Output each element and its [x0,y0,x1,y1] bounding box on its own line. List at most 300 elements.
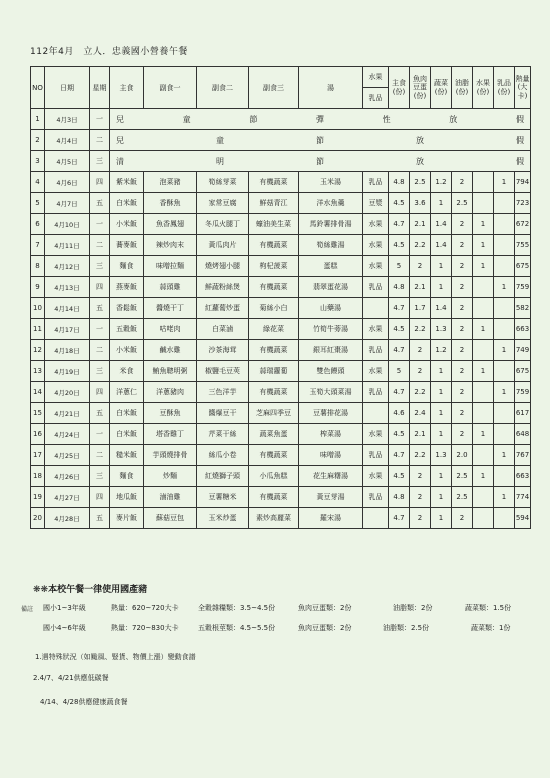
row-side2: 白菜滷 [197,319,249,340]
row-side1: 蒜頭雞 [144,277,197,298]
row-fruit-or-dairy [363,403,389,424]
row-calories: 759 [515,277,531,298]
row-protein-servings: 2.1 [410,214,431,235]
row-dairy-servings: 1 [494,340,515,361]
holiday-char: 假 [516,135,524,145]
row-weekday: 五 [90,508,110,529]
row-fat-servings: 2 [452,277,473,298]
table-row [31,424,531,445]
row-dairy-servings [494,298,515,319]
row-fruit-or-dairy: 乳品 [363,445,389,466]
row-dairy-servings [494,361,515,382]
row-staple: 香鬆飯 [110,298,144,319]
row-date: 4月12日 [45,256,90,277]
row-fat-servings: 2 [452,382,473,403]
row-dairy-servings: 1 [494,487,515,508]
row-no: 4 [31,172,45,193]
holiday-char: 兒 [116,135,124,145]
row-date: 4月28日 [45,508,90,529]
row-no: 10 [31,298,45,319]
row-side3: 有機蔬菜 [249,172,299,193]
header-no: NO [31,67,45,109]
row-veg-servings: 1 [431,487,452,508]
holiday-char: 明 [216,156,224,166]
row-dairy-servings: 1 [494,172,515,193]
header-fruit-label: 水果 [363,67,388,88]
row-no: 20 [31,508,45,529]
note-bullet-2: 2.4/7、4/21供應低碳餐 [33,674,109,682]
row-calories: 767 [515,445,531,466]
row-calories: 749 [515,340,531,361]
table-row [31,277,531,298]
row-date: 4月20日 [45,382,90,403]
row-soup: 味噌湯 [299,445,363,466]
row-fruit-servings [473,403,494,424]
row-soup: 榨菜湯 [299,424,363,445]
row-date: 4月26日 [45,466,90,487]
row-weekday: 二 [90,130,110,151]
row-fruit-servings [473,445,494,466]
row-dairy-servings [494,466,515,487]
row-soup: 雙色饅頭 [299,361,363,382]
row-dairy-servings: 1 [494,277,515,298]
row-no: 16 [31,424,45,445]
row-calories: 648 [515,424,531,445]
holiday-char: 放 [416,156,424,166]
row-staple-servings: 4.5 [389,466,410,487]
row-calories: 663 [515,466,531,487]
row-fruit-servings [473,298,494,319]
holiday-char: 性 [382,114,391,124]
row-dairy-servings [494,319,515,340]
row-side2: 燒烤翅小腿 [197,256,249,277]
row-fruit-servings: 1 [473,256,494,277]
row-side1: 滷油雞 [144,487,197,508]
row-fruit-or-dairy: 水果 [363,466,389,487]
row-weekday: 一 [90,214,110,235]
table-row [31,172,531,193]
header-dairy-label: 乳品 [368,94,383,102]
row-calories: 723 [515,193,531,214]
row-veg-servings: 1 [431,424,452,445]
row-staple-servings: 4.7 [389,214,410,235]
row-soup: 洋水魚羹 [299,193,363,214]
row-weekday: 一 [90,109,110,130]
row-side3: 有機蔬菜 [249,277,299,298]
row-weekday: 三 [90,361,110,382]
grade-label: 國小1~3年級 [43,604,86,612]
row-no: 1 [31,109,45,130]
holiday-char: 假 [515,114,524,124]
holiday-char: 放 [449,114,458,124]
row-staple: 米食 [110,361,144,382]
row-calories: 663 [515,319,531,340]
table-row [31,361,531,382]
row-side3: 枸杞菠菜 [249,256,299,277]
row-side2: 豆薯糖米 [197,487,249,508]
row-fat-servings: 2 [452,403,473,424]
table-row [31,445,531,466]
pork-origin-notice: ❋❋本校午餐一律使用國產豬 [33,585,148,595]
row-fat-servings: 2 [452,361,473,382]
row-date: 4月10日 [45,214,90,235]
row-staple: 麵食 [110,466,144,487]
row-weekday: 四 [90,172,110,193]
row-side1: 醬燒干丁 [144,298,197,319]
row-side3: 素炒高麗菜 [249,508,299,529]
row-protein-servings: 1.7 [410,298,431,319]
table-row [31,193,531,214]
row-calories: 617 [515,403,531,424]
row-side2: 絲瓜小卷 [197,445,249,466]
table-row [31,151,531,172]
row-fruit-servings: 1 [473,424,494,445]
header-veg-servings: 蔬菜 (份) [431,67,452,109]
row-fruit-or-dairy: 乳品 [363,340,389,361]
row-side2: 三色洋芋 [197,382,249,403]
row-side2: 冬瓜火腿丁 [197,214,249,235]
row-side3: 蒜瑞蘿蔔 [249,361,299,382]
row-staple: 白米飯 [110,403,144,424]
row-side2: 紅蘿蔔炒蛋 [197,298,249,319]
row-staple: 糙米飯 [110,445,144,466]
row-side3: 有機蔬菜 [249,487,299,508]
row-fruit-servings [473,193,494,214]
row-calories: 582 [515,298,531,319]
holiday-note [110,109,531,130]
row-veg-servings: 1.4 [431,214,452,235]
row-fruit-servings [473,508,494,529]
row-calories: 794 [515,172,531,193]
row-soup: 玉米湯 [299,172,363,193]
row-soup: 馬鈴薯排骨湯 [299,214,363,235]
holiday-note [110,130,531,151]
row-fruit-servings: 1 [473,319,494,340]
row-veg-servings: 1 [431,382,452,403]
row-side1: 味噌拉麵 [144,256,197,277]
row-no: 13 [31,361,45,382]
row-side1: 香酥魚 [144,193,197,214]
page-title: 112年4月 立人．忠義國小營養午餐 [30,47,188,57]
holiday-char: 童 [216,135,224,145]
row-fruit-or-dairy: 水果 [363,424,389,445]
row-side3: 芝麻四季豆 [249,403,299,424]
row-staple-servings: 4.5 [389,193,410,214]
note-bullet-1: 1.遇特殊狀況（如颱風、豎貨、物價上漲）變動食譜 [35,653,196,661]
header-calories: 熱量 (大 卡) [515,67,531,109]
row-side2: 椒鹽毛豆莢 [197,361,249,382]
header-side3: 副食三 [249,67,299,109]
row-fat-servings: 2.5 [452,466,473,487]
row-fruit-servings [473,277,494,298]
header-date: 日期 [45,67,90,109]
row-date: 4月5日 [45,151,90,172]
header-weekday: 星期 [90,67,110,109]
row-fruit-or-dairy: 乳品 [363,277,389,298]
row-staple-servings: 4.8 [389,172,410,193]
protein-value: 魚肉豆蛋類：2份 [298,604,352,612]
row-staple: 燕麥飯 [110,277,144,298]
table-row [31,508,531,529]
row-dairy-servings [494,214,515,235]
holiday-char: 清 [116,156,124,166]
row-veg-servings: 1.3 [431,319,452,340]
row-side3: 菊絲小白 [249,298,299,319]
notes-row-upper-grades [33,623,533,643]
row-fat-servings: 2.5 [452,193,473,214]
row-veg-servings: 1.4 [431,235,452,256]
row-fruit-servings [473,487,494,508]
row-staple: 小米飯 [110,214,144,235]
row-fat-servings: 2 [452,340,473,361]
row-side1: 炒麵 [144,466,197,487]
row-weekday: 三 [90,256,110,277]
row-side2: 玉米炒蛋 [197,508,249,529]
row-side3: 小瓜魚糕 [249,466,299,487]
row-date: 4月3日 [45,109,90,130]
table-row [31,466,531,487]
row-side2: 沙茶海茸 [197,340,249,361]
row-date: 4月21日 [45,403,90,424]
row-protein-servings: 2 [410,487,431,508]
row-protein-servings: 2.2 [410,445,431,466]
row-veg-servings: 1.2 [431,172,452,193]
row-calories: 672 [515,214,531,235]
row-side1: 魚香鳳翅 [144,214,197,235]
row-fat-servings: 2 [452,172,473,193]
row-protein-servings: 2 [410,508,431,529]
holiday-char: 節 [316,135,324,145]
row-fat-servings: 2 [452,508,473,529]
table-row [31,319,531,340]
row-veg-servings: 1 [431,256,452,277]
row-date: 4月17日 [45,319,90,340]
row-weekday: 四 [90,382,110,403]
row-staple-servings: 4.5 [389,235,410,256]
row-fruit-or-dairy: 水果 [363,361,389,382]
row-side2: 鮮蔬粉絲煲 [197,277,249,298]
row-weekday: 五 [90,193,110,214]
table-row [31,214,531,235]
note-bullet-3: 4/14、4/28供應健康蔬食餐 [40,698,128,706]
row-staple-servings: 4.5 [389,424,410,445]
row-protein-servings: 2.2 [410,319,431,340]
row-soup: 玉筍大頭菜湯 [299,382,363,403]
row-protein-servings: 2.4 [410,403,431,424]
row-soup: 花生麻糬湯 [299,466,363,487]
row-fruit-or-dairy: 水果 [363,235,389,256]
row-weekday: 二 [90,445,110,466]
row-fruit-or-dairy: 水果 [363,256,389,277]
table-row [31,403,531,424]
row-weekday: 二 [90,235,110,256]
row-weekday: 四 [90,277,110,298]
row-protein-servings: 2.5 [410,172,431,193]
table-row [31,256,531,277]
holiday-char: 放 [416,135,424,145]
row-staple-servings: 4.8 [389,487,410,508]
grains-value: 全穀雜糧類：3.5~4.5份 [198,604,276,612]
header-staple: 主食 [110,67,144,109]
row-weekday: 二 [90,340,110,361]
row-soup: 蛋糕 [299,256,363,277]
row-fat-servings: 2 [452,235,473,256]
row-no: 15 [31,403,45,424]
row-weekday: 一 [90,319,110,340]
row-fruit-servings [473,382,494,403]
row-side3: 蔬菜魚蛋 [249,424,299,445]
fat-value: 油脂類：2份 [393,604,433,612]
holiday-char: 節 [249,114,258,124]
row-soup: 豆薯排花湯 [299,403,363,424]
row-protein-servings: 2.1 [410,424,431,445]
row-no: 12 [31,340,45,361]
row-dairy-servings: 1 [494,445,515,466]
table-body [31,109,531,529]
fat-value: 油脂類：2.5份 [383,624,430,632]
row-dairy-servings [494,424,515,445]
row-fruit-or-dairy: 豆漿 [363,193,389,214]
row-date: 4月14日 [45,298,90,319]
holiday-note [110,151,531,172]
row-no: 3 [31,151,45,172]
row-no: 7 [31,235,45,256]
row-calories: 755 [515,235,531,256]
header-side1: 副食一 [144,67,197,109]
header-fruit-dairy [363,67,389,109]
row-no: 19 [31,487,45,508]
row-protein-servings: 3.6 [410,193,431,214]
row-staple-servings: 4.7 [389,508,410,529]
row-protein-servings: 2.2 [410,382,431,403]
energy-value: 熱量：720~830大卡 [111,624,179,632]
row-side2: 家常豆腐 [197,193,249,214]
row-soup: 銀耳紅棗湯 [299,340,363,361]
row-side1: 洋蔥豬肉 [144,382,197,403]
row-fruit-servings: 1 [473,214,494,235]
row-side1: 咕咾肉 [144,319,197,340]
row-weekday: 三 [90,151,110,172]
row-date: 4月7日 [45,193,90,214]
row-side1: 塔香雞丁 [144,424,197,445]
row-no: 11 [31,319,45,340]
row-staple-servings: 5 [389,361,410,382]
row-side3: 有機蔬菜 [249,382,299,403]
row-staple-servings: 4.7 [389,445,410,466]
row-dairy-servings [494,403,515,424]
row-protein-servings: 2 [410,340,431,361]
row-protein-servings: 2.2 [410,235,431,256]
row-side3: 鮮菇青江 [249,193,299,214]
row-side2: 紅燒獅子頭 [197,466,249,487]
row-no: 6 [31,214,45,235]
row-side1: 鮪魚聰明粥 [144,361,197,382]
row-veg-servings: 1.4 [431,298,452,319]
row-fruit-servings: 1 [473,235,494,256]
row-fruit-servings [473,172,494,193]
row-staple-servings: 4.7 [389,298,410,319]
row-veg-servings: 1 [431,277,452,298]
row-protein-servings: 2.1 [410,277,431,298]
row-staple: 麥片飯 [110,508,144,529]
row-weekday: 五 [90,298,110,319]
row-fruit-or-dairy: 乳品 [363,382,389,403]
table-row [31,298,531,319]
row-weekday: 一 [90,424,110,445]
notes-section [21,603,533,643]
row-dairy-servings [494,193,515,214]
row-date: 4月24日 [45,424,90,445]
row-soup: 翡翠蛋花湯 [299,277,363,298]
lunch-menu-table [30,66,531,529]
row-soup: 山藥湯 [299,298,363,319]
row-protein-servings: 2 [410,361,431,382]
row-side1: 辣炒肉末 [144,235,197,256]
row-calories: 759 [515,382,531,403]
row-staple: 蕎麥飯 [110,235,144,256]
row-date: 4月19日 [45,361,90,382]
row-veg-servings: 1.2 [431,340,452,361]
header-fruit-servings: 水果 (份) [473,67,494,109]
row-side2: 醬爆豆干 [197,403,249,424]
row-veg-servings: 1 [431,193,452,214]
header-side2: 副食二 [197,67,249,109]
row-staple-servings: 4.8 [389,277,410,298]
row-date: 4月13日 [45,277,90,298]
row-fruit-servings: 1 [473,466,494,487]
row-staple: 白米飯 [110,193,144,214]
row-side2: 芹菜干絲 [197,424,249,445]
row-side3: 有機蔬菜 [249,340,299,361]
energy-value: 熱量：620~720大卡 [111,604,179,612]
row-weekday: 三 [90,466,110,487]
row-fruit-servings: 1 [473,361,494,382]
row-date: 4月11日 [45,235,90,256]
row-no: 17 [31,445,45,466]
row-staple-servings: 4.6 [389,403,410,424]
holiday-char: 童 [182,114,191,124]
row-fruit-or-dairy: 水果 [363,319,389,340]
holiday-char: 假 [516,156,524,166]
row-date: 4月4日 [45,130,90,151]
row-no: 14 [31,382,45,403]
row-no: 9 [31,277,45,298]
row-staple: 白米飯 [110,424,144,445]
row-side3: 有機蔬菜 [249,445,299,466]
holiday-char: 彈 [315,114,324,124]
row-fruit-or-dairy: 水果 [363,214,389,235]
row-side3: 綠花菜 [249,319,299,340]
row-soup: 筍絲雞湯 [299,235,363,256]
row-fat-servings: 2 [452,214,473,235]
row-date: 4月6日 [45,172,90,193]
table-row [31,130,531,151]
row-no: 18 [31,466,45,487]
veg-value: 蔬菜類：1份 [471,624,511,632]
row-fat-servings: 2.5 [452,487,473,508]
row-date: 4月27日 [45,487,90,508]
row-fat-servings: 2 [452,298,473,319]
row-dairy-servings: 1 [494,382,515,403]
row-staple: 小米飯 [110,340,144,361]
row-dairy-servings [494,508,515,529]
table-row [31,109,531,130]
row-calories: 774 [515,487,531,508]
header-protein-servings: 魚肉 豆蛋 (份) [410,67,431,109]
row-veg-servings: 1.3 [431,445,452,466]
row-staple-servings: 4.7 [389,340,410,361]
table-row [31,235,531,256]
